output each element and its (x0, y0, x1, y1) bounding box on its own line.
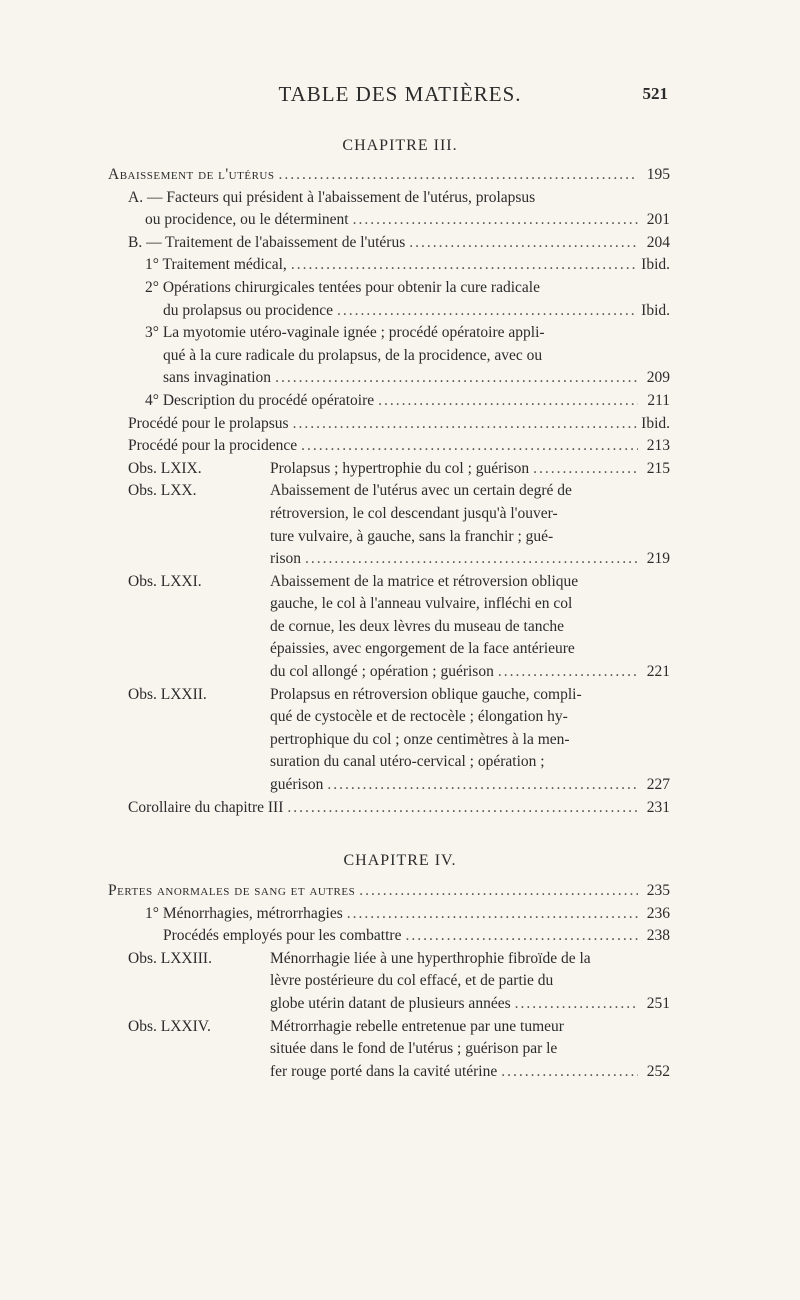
page-reference: 251 (646, 994, 670, 1012)
entry-text: 1° Traitement médical, (145, 256, 287, 274)
dot-leader (291, 254, 637, 277)
dot-leader (501, 1061, 638, 1084)
dot-leader (378, 390, 638, 413)
toc-line (0, 638, 800, 661)
toc-entry (0, 684, 800, 797)
toc-line (0, 413, 800, 436)
entry-text: B. — Traitement de l'abaissement de l'utérus (128, 233, 406, 251)
entry-text: Prolapsus en rétroversion oblique gauche, compli- (270, 685, 582, 703)
entry-text: 1° Ménorrhagies, métrorrhagies (145, 904, 343, 922)
dot-leader (515, 993, 638, 1016)
page-reference: 213 (646, 437, 670, 455)
toc-line (0, 661, 800, 684)
dot-leader (533, 458, 638, 481)
entry-text: épaissies, avec engorgement de la face antérieure (270, 640, 575, 658)
entry-text: Ménorrhagie liée à une hyperthrophie fibroïde de la (270, 949, 591, 967)
page-reference: 215 (646, 459, 670, 477)
dot-leader (405, 925, 638, 948)
toc-line (0, 1038, 800, 1061)
entry-text: rétroversion, le col descendant jusqu'à l'ouver- (270, 504, 558, 522)
dot-leader (353, 209, 638, 232)
dot-leader (498, 661, 638, 684)
dot-leader (278, 164, 638, 187)
entry-text: lèvre postérieure du col effacé, et de partie du (270, 972, 554, 990)
chapter-4-entries (0, 880, 800, 1083)
entry-text: suration du canal utéro-cervical ; opération ; (270, 753, 545, 771)
page-header (0, 82, 800, 112)
toc-line (0, 797, 800, 820)
toc-entry (0, 480, 800, 570)
toc-line (0, 390, 800, 413)
toc-entry (0, 880, 800, 903)
toc-line (0, 458, 800, 481)
running-title: TABLE DES MATIÈRES. (278, 82, 522, 106)
page-number: 521 (642, 84, 668, 103)
page-reference: 219 (646, 550, 670, 568)
dot-leader (409, 232, 638, 255)
entry-text: ou procidence, ou le déterminent (145, 211, 349, 229)
toc-line (0, 548, 800, 571)
page-reference: 211 (647, 391, 670, 409)
page-reference: 209 (646, 369, 670, 387)
toc-entry (0, 164, 800, 187)
toc-entry (0, 1016, 800, 1084)
entry-text: Prolapsus ; hypertrophie du col ; guérison (270, 459, 530, 477)
page-reference: 221 (646, 663, 670, 681)
toc-line (0, 706, 800, 729)
entry-text: Abaissement de la matrice et rétroversion oblique (270, 572, 579, 590)
observation-label: Obs. LXXIV. (128, 1017, 211, 1035)
toc-entry (0, 797, 800, 820)
toc-entry (0, 187, 800, 232)
entry-text: qué de cystocèle et de rectocèle ; élongation hy- (270, 708, 568, 726)
observation-label: Obs. LXIX. (128, 459, 202, 477)
entry-text: du prolapsus ou procidence (163, 301, 334, 319)
page-reference: Ibid. (641, 256, 670, 274)
entry-text: ture vulvaire, à gauche, sans la franchir ; gué- (270, 527, 554, 545)
entry-text: Procédé pour la procidence (128, 437, 298, 455)
observation-label: Obs. LXX. (128, 482, 197, 500)
chapter-3-title: CHAPITRE III. (342, 137, 458, 154)
toc-line (0, 480, 800, 503)
dot-leader (327, 774, 638, 797)
entry-text: 4° Description du procédé opératoire (145, 391, 375, 409)
entry-text: rison (270, 550, 301, 568)
toc-line (0, 300, 800, 323)
toc-line (0, 993, 800, 1016)
toc-line (0, 526, 800, 549)
toc-line (0, 593, 800, 616)
page-reference: 201 (646, 211, 670, 229)
page-reference: 236 (646, 904, 670, 922)
toc-line (0, 187, 800, 210)
toc-line (0, 729, 800, 752)
entry-text: globe utérin datant de plusieurs années (270, 994, 511, 1012)
toc-line (0, 254, 800, 277)
page-reference: 195 (646, 166, 670, 183)
observation-label: Obs. LXXII. (128, 685, 207, 703)
toc-line (0, 435, 800, 458)
entry-text: Pertes anormales de sang et autres (108, 882, 356, 899)
dot-leader (293, 413, 638, 436)
toc-line (0, 925, 800, 948)
toc-line (0, 774, 800, 797)
toc-line (0, 684, 800, 707)
toc-line (0, 948, 800, 971)
toc-entry (0, 903, 800, 926)
entry-text: du col allongé ; opération ; guérison (270, 663, 494, 681)
chapter-4-title: CHAPITRE IV. (343, 852, 457, 869)
toc-entry (0, 390, 800, 413)
dot-leader (347, 903, 638, 926)
toc-entry (0, 925, 800, 948)
toc-entry (0, 458, 800, 481)
page-reference: 231 (646, 798, 670, 816)
toc-line (0, 322, 800, 345)
chapter-3-entries (0, 164, 800, 819)
toc-entry (0, 322, 800, 390)
entry-text: Abaissement de l'utérus avec un certain degré de (270, 482, 572, 500)
entry-text: Corollaire du chapitre III (128, 798, 284, 816)
entry-text: située dans le fond de l'utérus ; guérison par le (270, 1040, 558, 1058)
toc-line (0, 503, 800, 526)
toc-line (0, 232, 800, 255)
entry-text: sans invagination (163, 369, 272, 387)
dot-leader (287, 797, 638, 820)
page-reference: 252 (646, 1062, 670, 1080)
toc-line (0, 209, 800, 232)
dot-leader (301, 435, 638, 458)
entry-text: qué à la cure radicale du prolapsus, de la procidence, avec ou (163, 346, 543, 364)
dot-leader (337, 300, 637, 323)
entry-text: A. — Facteurs qui président à l'abaissement de l'utérus, prolapsus (128, 188, 536, 206)
entry-text: Procédé pour le prolapsus (128, 414, 289, 432)
toc-line (0, 616, 800, 639)
toc-line (0, 751, 800, 774)
toc-line (0, 367, 800, 390)
toc-line (0, 571, 800, 594)
page-reference: 204 (646, 233, 670, 251)
toc-line (0, 164, 800, 187)
toc-entry (0, 571, 800, 684)
entry-text: Procédés employés pour les combattre (163, 927, 402, 945)
page-reference: 238 (646, 927, 670, 945)
entry-text: 2° Opérations chirurgicales tentées pour obtenir la cure radicale (145, 278, 540, 296)
toc-line (0, 903, 800, 926)
entry-text: guérison (270, 776, 324, 794)
entry-text: Métrorrhagie rebelle entretenue par une tumeur (270, 1017, 564, 1035)
observation-label: Obs. LXXI. (128, 572, 202, 590)
page-reference: 235 (646, 882, 670, 899)
toc-entry (0, 948, 800, 1016)
toc-line (0, 1061, 800, 1084)
page-reference: Ibid. (641, 414, 670, 432)
toc-entry (0, 435, 800, 458)
entry-text: fer rouge porté dans la cavité utérine (270, 1062, 498, 1080)
dot-leader (305, 548, 638, 571)
page-reference: 227 (646, 776, 670, 794)
page-reference: Ibid. (641, 301, 670, 319)
toc-line (0, 1016, 800, 1039)
observation-label: Obs. LXXIII. (128, 949, 212, 967)
toc-line (0, 880, 800, 903)
toc-entry (0, 277, 800, 322)
toc-line (0, 277, 800, 300)
entry-text: 3° La myotomie utéro-vaginale ignée ; procédé opératoire appli- (145, 324, 545, 342)
toc-entry (0, 232, 800, 255)
dot-leader (359, 880, 638, 903)
toc-line (0, 345, 800, 368)
entry-text: Abaissement de l'utérus (108, 166, 275, 183)
toc-line (0, 970, 800, 993)
entry-text: gauche, le col à l'anneau vulvaire, infléchi en col (270, 595, 573, 613)
entry-text: de cornue, les deux lèvres du museau de tanche (270, 617, 564, 635)
entry-text: pertrophique du col ; onze centimètres à la men- (270, 730, 570, 748)
toc-entry (0, 413, 800, 436)
dot-leader (275, 367, 638, 390)
toc-entry (0, 254, 800, 277)
